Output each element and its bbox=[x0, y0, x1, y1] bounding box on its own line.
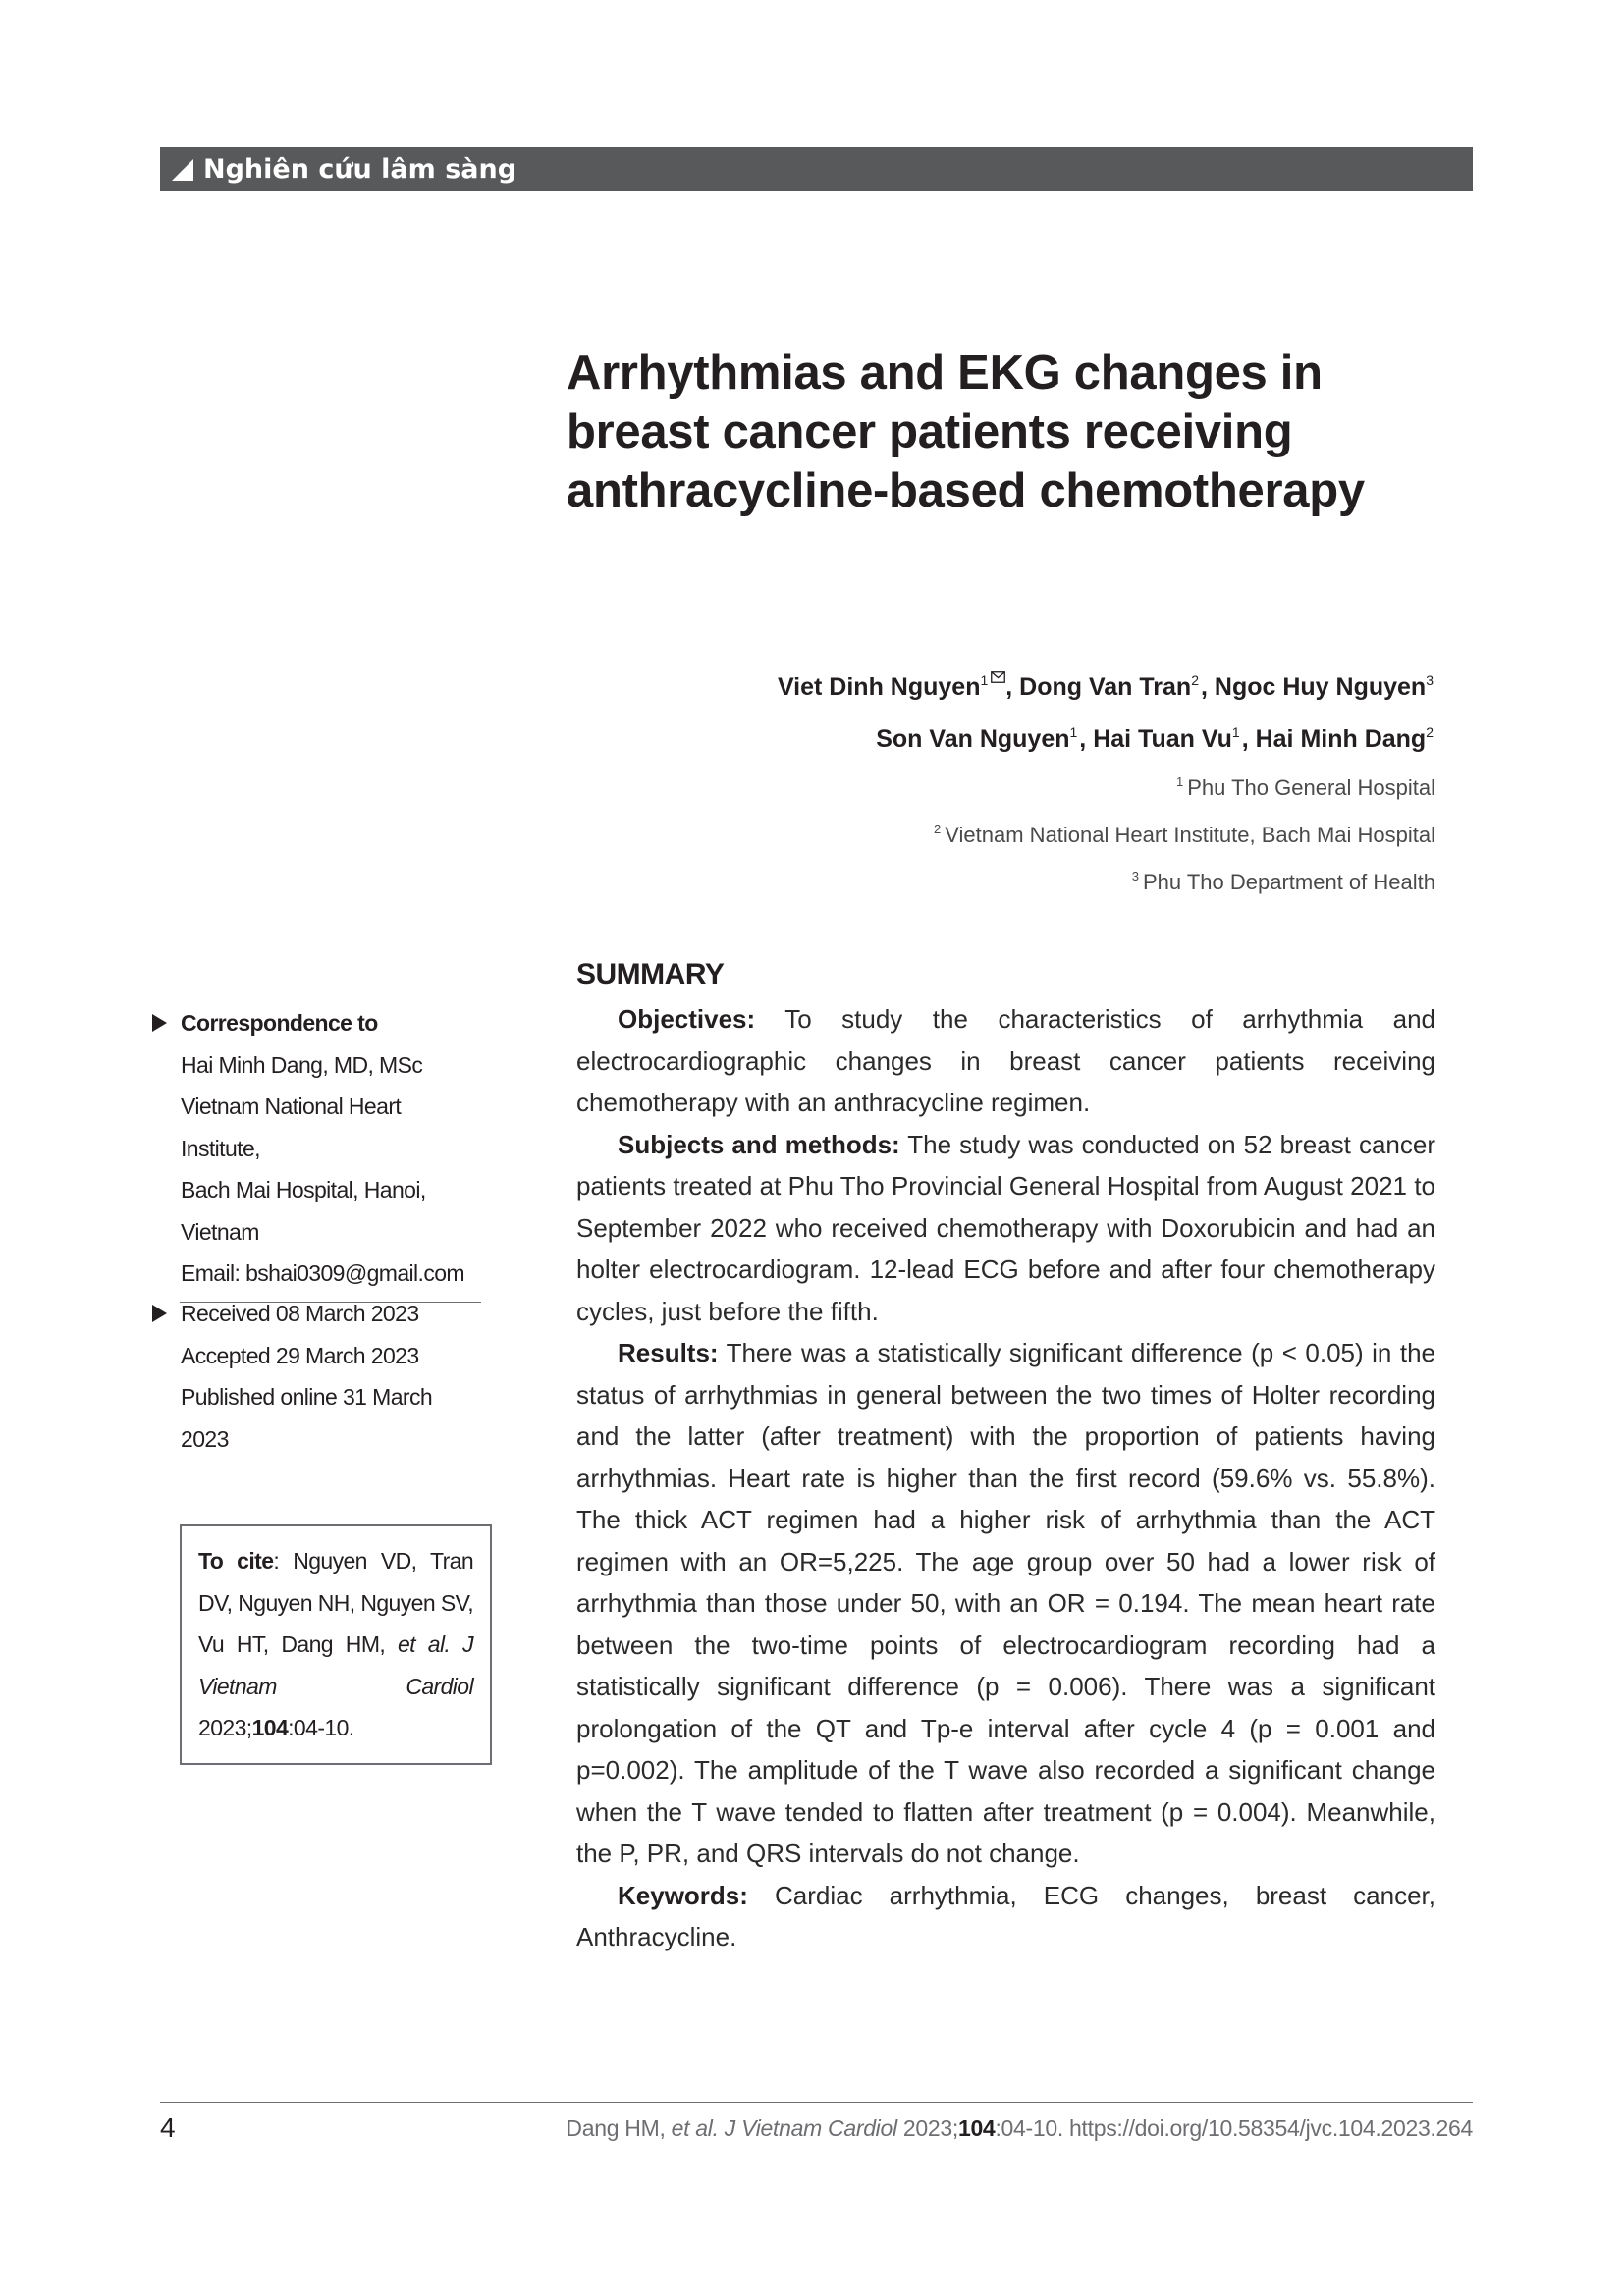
affiliation: $^2$ Vietnam National Heart Institute, Bach Mai Hospital bbox=[934, 822, 1435, 847]
envelope-icon bbox=[991, 671, 1005, 683]
cite-box bbox=[180, 1524, 492, 1765]
cite-label: To cite bbox=[198, 1548, 274, 1574]
objectives-paragraph: Objectives: To study the characteristics of arrhythmia and electrocardiographic changes in breast cancer patients receiving chemotherapy with an anthracycline regimen. bbox=[576, 1004, 1435, 1117]
authors-line-1: Viet Dinh Nguyen$^1$ , Dong Van Tran$^2$, Ngoc Huy Nguyen$^3$ bbox=[777, 672, 1434, 701]
received-date: Received 08 March 2023 bbox=[181, 1301, 419, 1326]
cite-authors: : Nguyen VD, Tran DV, Nguyen NH, Nguyen SV, Vu HT, Dang HM, bbox=[198, 1548, 474, 1657]
affiliation: $^1$ Phu Tho General Hospital bbox=[1176, 774, 1435, 800]
keywords-paragraph: Keywords: Cardiac arrhythmia, ECG changes, breast cancer, Anthracycline. bbox=[576, 1880, 1435, 1951]
correspondence-line: Bach Mai Hospital, Hanoi, Vietnam bbox=[181, 1177, 426, 1245]
footer-citation: Dang HM, et al. J Vietnam Cardiol 2023;104:04-10. https://doi.org/10.58354/jvc.104.2023.264 bbox=[566, 2115, 1473, 2141]
arrow-right-icon bbox=[152, 1014, 167, 1032]
dates-block bbox=[149, 1293, 483, 1460]
author-sup: 1 bbox=[980, 672, 989, 688]
author-name: Dong Van Tran bbox=[1019, 673, 1192, 701]
section-label: Nghiên cứu lâm sàng bbox=[203, 154, 517, 185]
cite-volume: 104 bbox=[251, 1715, 289, 1740]
author-sup: 3 bbox=[1426, 672, 1434, 688]
correspondence-line: Vietnam National Heart Institute, bbox=[181, 1094, 402, 1161]
section-header-bar bbox=[160, 147, 1473, 191]
summary-section bbox=[576, 955, 1435, 1958]
cite-year: 2023; bbox=[198, 1715, 252, 1740]
authors-line-2: Son Van Nguyen$^1$, Hai Tuan Vu$^1$, Hai Minh Dang$^2$ bbox=[876, 724, 1434, 753]
doi-link[interactable]: :04-10. https://doi.org/10.58354/jvc.104.2023.264 bbox=[995, 2115, 1473, 2141]
footer-rule bbox=[160, 2102, 1473, 2103]
authors-block bbox=[552, 658, 1435, 903]
author-sup: 2 bbox=[1426, 724, 1434, 740]
author-name: Son Van Nguyen bbox=[876, 725, 1070, 753]
correspondence-line: Hai Minh Dang, MD, MSc bbox=[181, 1051, 423, 1078]
summary-heading: SUMMARY bbox=[576, 958, 725, 990]
methods-paragraph: Subjects and methods: The study was conducted on 52 breast cancer patients treated at Phu Tho Provincial General Hospital from August 2021 to September 2022 who received chemotherapy with Doxorubicin and had an holter electrocardiogram. 12-lead ECG before and after four chemotherapy cycles, just before the fifth. bbox=[576, 1129, 1436, 1326]
author-name: Hai Minh Dang bbox=[1255, 725, 1427, 753]
published-date: Published online 31 March 2023 bbox=[181, 1384, 433, 1452]
correspondence-email: Email: bshai0309@gmail.com bbox=[181, 1260, 464, 1286]
author-sup: 2 bbox=[1191, 672, 1199, 688]
author-name: Viet Dinh Nguyen bbox=[777, 673, 981, 701]
dates-sidebar bbox=[149, 1293, 483, 1460]
affiliation: $^3$ Phu Tho Department of Health bbox=[1131, 869, 1435, 894]
cite-journal: et al. J Vietnam Cardiol bbox=[198, 1631, 473, 1699]
sidebar bbox=[149, 1002, 483, 1295]
author-sup: 1 bbox=[1231, 724, 1240, 740]
article-title: Arrhythmias and EKG changes in breast cancer patients receiving anthracycline-based chemotherapy bbox=[567, 347, 1365, 517]
author-sup: 1 bbox=[1069, 724, 1078, 740]
arrow-right-icon bbox=[152, 1305, 167, 1322]
correspondence-heading: Correspondence to bbox=[181, 1010, 378, 1036]
accepted-date: Accepted 29 March 2023 bbox=[181, 1342, 419, 1368]
author-name: Hai Tuan Vu bbox=[1093, 725, 1232, 753]
triangle-icon bbox=[172, 159, 193, 181]
correspondence-block bbox=[149, 1002, 483, 1295]
cite-pages: :04-10. bbox=[288, 1715, 354, 1740]
page-number: 4 bbox=[160, 2112, 176, 2143]
author-name: Ngoc Huy Nguyen bbox=[1214, 673, 1427, 701]
results-paragraph: Results: There was a statistically significant difference (p < 0.05) in the status of arrhythmias in general between the two times of Holter recording and the latter (after treatment) with the proportion of patients having arrhythmias. Heart rate is higher than the first record (59.6% vs. 55.8%). The thick ACT regimen had a higher risk of arrhythmia than the ACT regimen with an OR=5,225. The age group over 50 had a lower risk of arrhythmia than those under 50, with an OR = 0.194. The mean heart rate between the two-time points of electrocardiogram recording had a statistically significant difference (p = 0.006). There was a significant prolongation of the QT and Tp-e interval after cycle 4 (p = 0.001 and p=0.002). The amplitude of the T wave also recorded a significant change when the T wave tended to flatten after treatment (p = 0.004). Meanwhile, the P, PR, and QRS intervals do not change. bbox=[576, 1338, 1435, 1868]
